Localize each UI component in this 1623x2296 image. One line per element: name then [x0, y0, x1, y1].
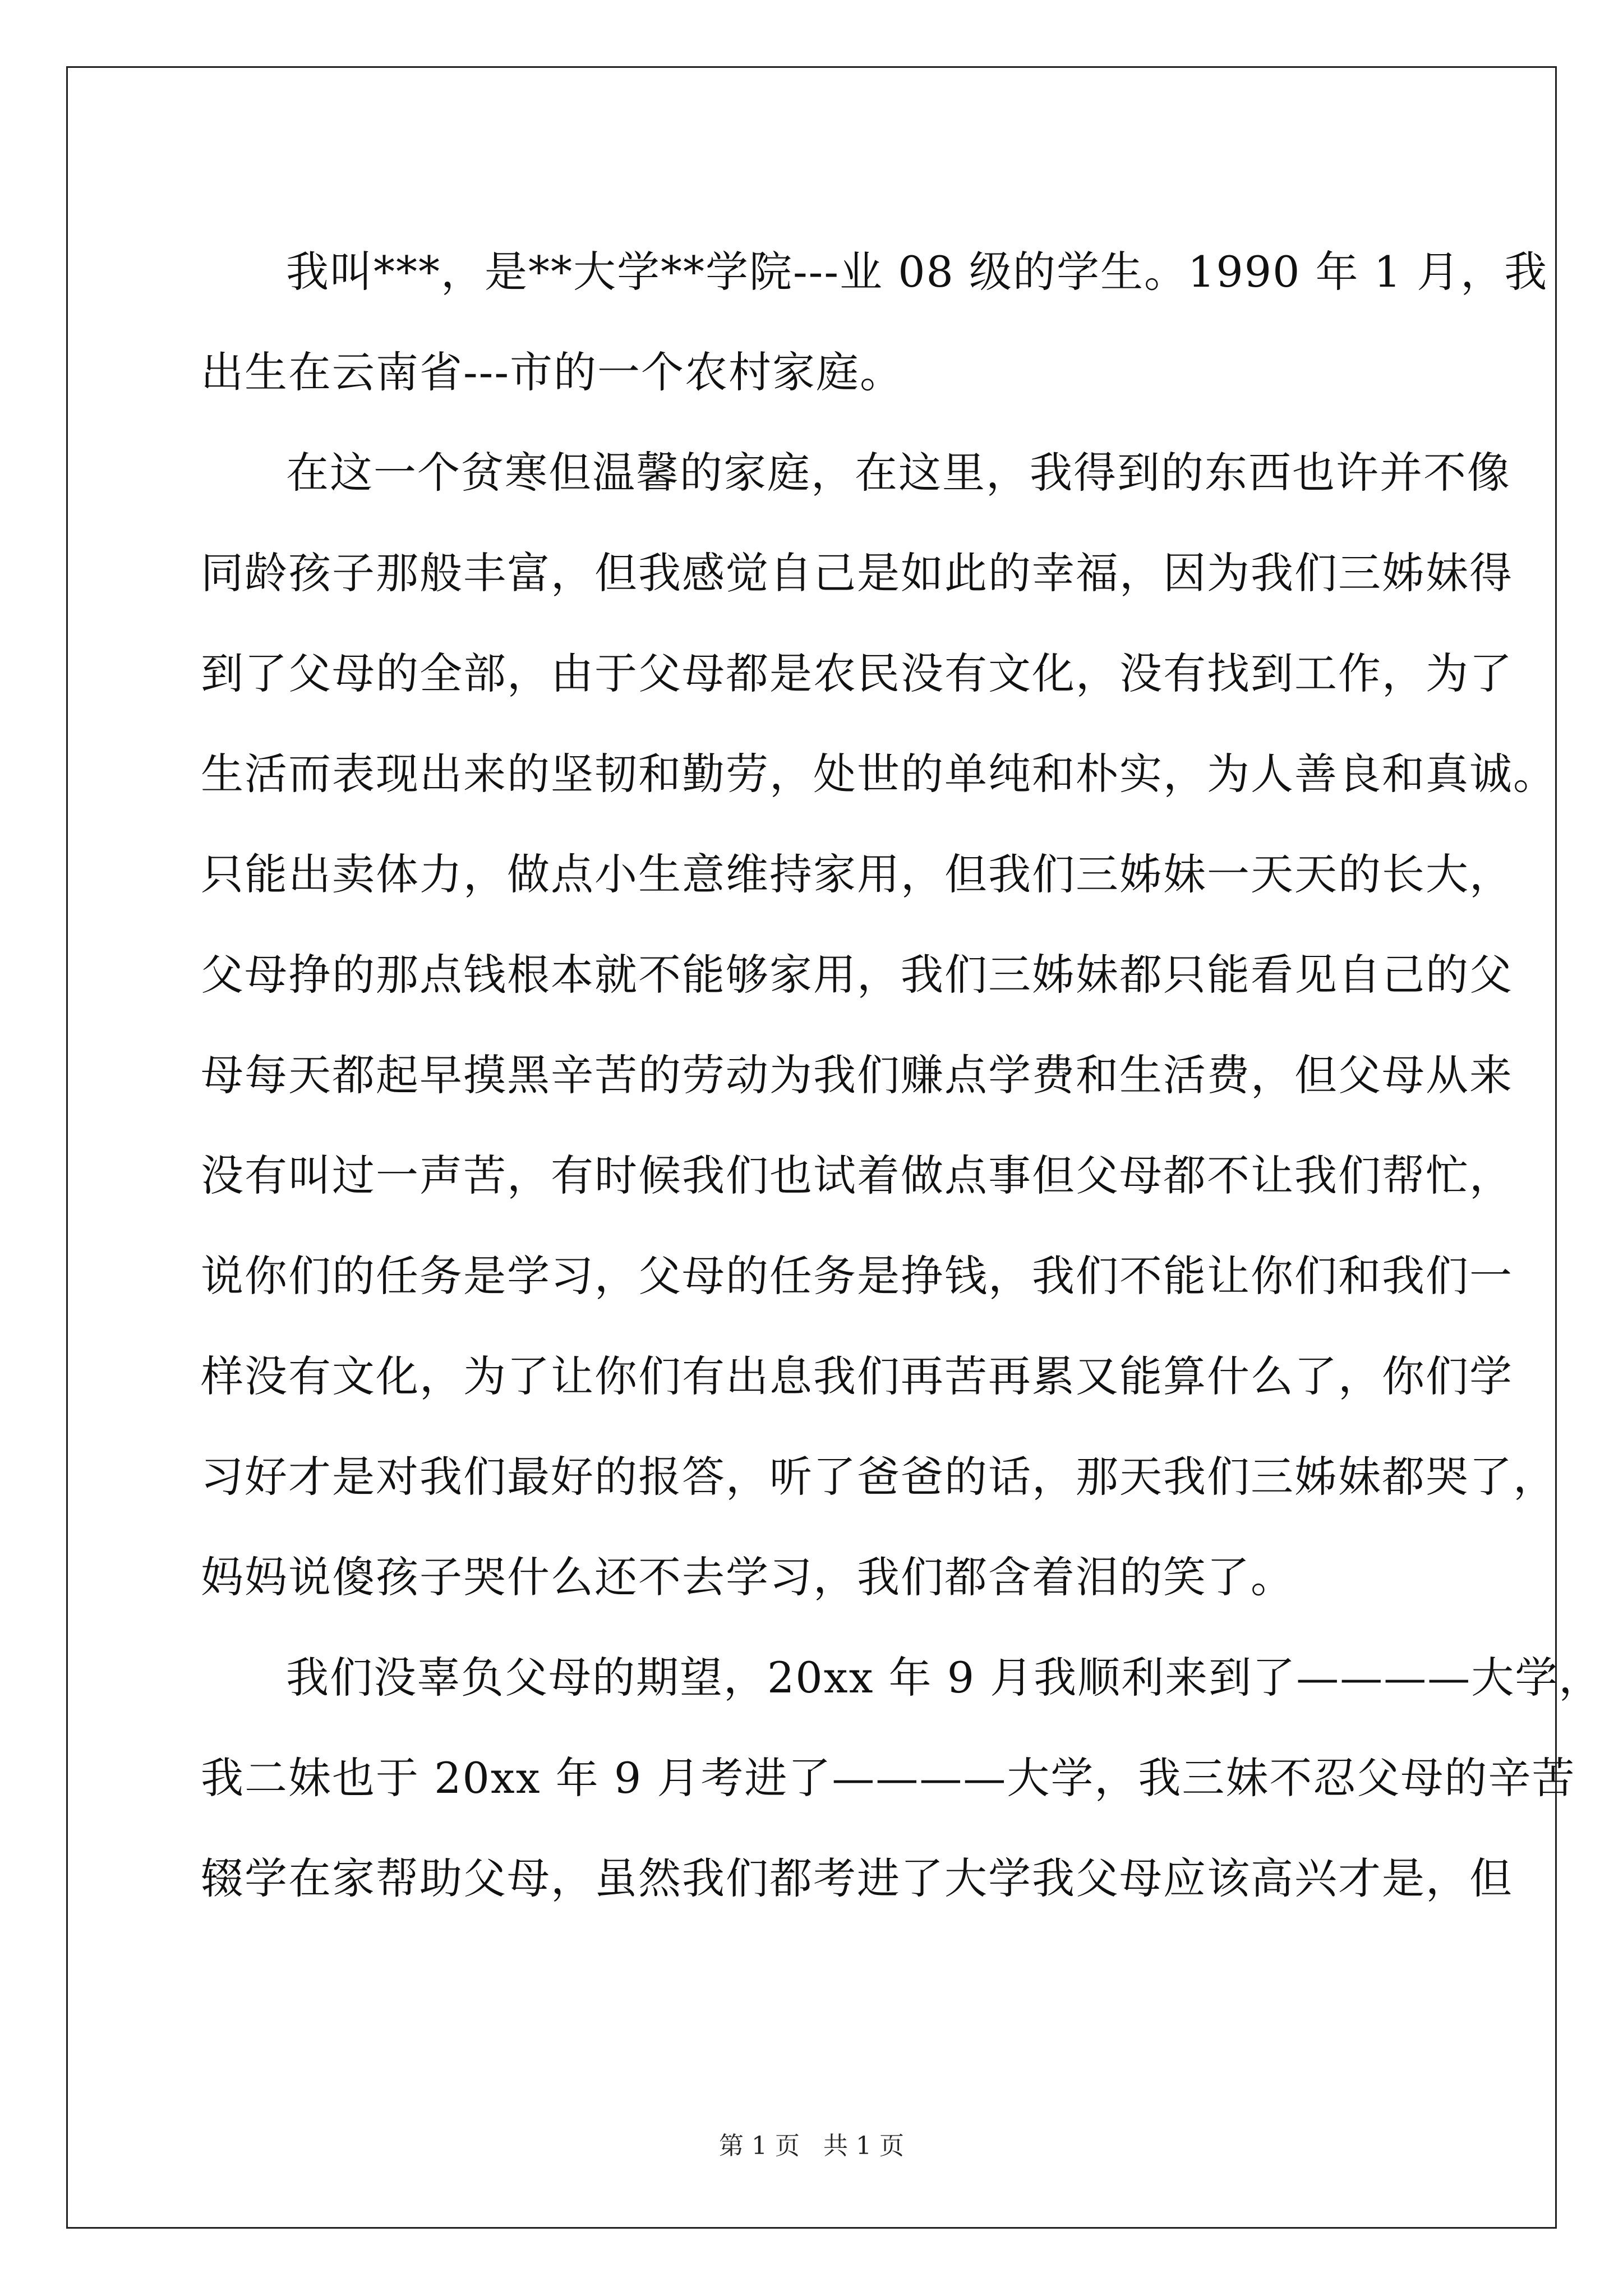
paragraph-2-line-8: 没有叫过一声苦，有时候我们也试着做点事但父母都不让我们帮忙，: [201, 1151, 1513, 1200]
paragraph-2-line-4: 生活而表现出来的坚韧和勤劳，处世的单纯和朴实，为人善良和真诚。: [201, 749, 1557, 799]
paragraph-2-line-3: 到了父母的全部，由于父母都是农民没有文化，没有找到工作，为了: [201, 648, 1513, 698]
paragraph-3-line-1: 我们没辜负父母的期望，20xx 年 9 月我顺利来到了————大学，: [286, 1653, 1603, 1703]
paragraph-2-line-6: 父母挣的那点钱根本就不能够家用，我们三姊妹都只能看见自己的父: [201, 950, 1513, 1000]
paragraph-1-line-1: 我叫***，是**大学**学院---业 08 级的学生。1990 年 1 月，我: [286, 247, 1548, 297]
paragraph-2-line-12: 妈妈说傻孩子哭什么还不去学习，我们都含着泪的笑了。: [201, 1552, 1294, 1602]
paragraph-3-line-2: 我二妹也于 20xx 年 9 月考进了————大学，我三妹不忍父母的辛苦: [201, 1753, 1576, 1803]
page-footer: [0, 2129, 1623, 2163]
page-number: 第 1 页: [719, 2132, 800, 2160]
paragraph-2-line-1: 在这一个贫寒但温馨的家庭，在这里，我得到的东西也许并不像: [286, 448, 1511, 498]
paragraph-2-line-9: 说你们的任务是学习，父母的任务是挣钱，我们不能让你们和我们一: [201, 1251, 1513, 1301]
paragraph-2-line-2: 同龄孩子那般丰富，但我感觉自己是如此的幸福，因为我们三姊妹得: [201, 548, 1513, 598]
paragraph-3-line-3: 辍学在家帮助父母，虽然我们都考进了大学我父母应该高兴才是，但: [201, 1853, 1513, 1903]
paragraph-2-line-10: 样没有文化，为了让你们有出息我们再苦再累又能算什么了，你们学: [201, 1351, 1513, 1401]
document-body: [201, 222, 1603, 1929]
paragraph-2-line-5: 只能出卖体力，做点小生意维持家用，但我们三姊妹一天天的长大，: [201, 849, 1513, 899]
paragraph-2-line-11: 习好才是对我们最好的报答，听了爸爸的话，那天我们三姊妹都哭了，: [201, 1452, 1557, 1502]
paragraph-2-line-7: 母每天都起早摸黑辛苦的劳动为我们赚点学费和生活费，但父母从来: [201, 1050, 1513, 1100]
page-total: 共 1 页: [823, 2132, 904, 2160]
paragraph-1-line-2: 出生在云南省---市的一个农村家庭。: [201, 347, 904, 397]
